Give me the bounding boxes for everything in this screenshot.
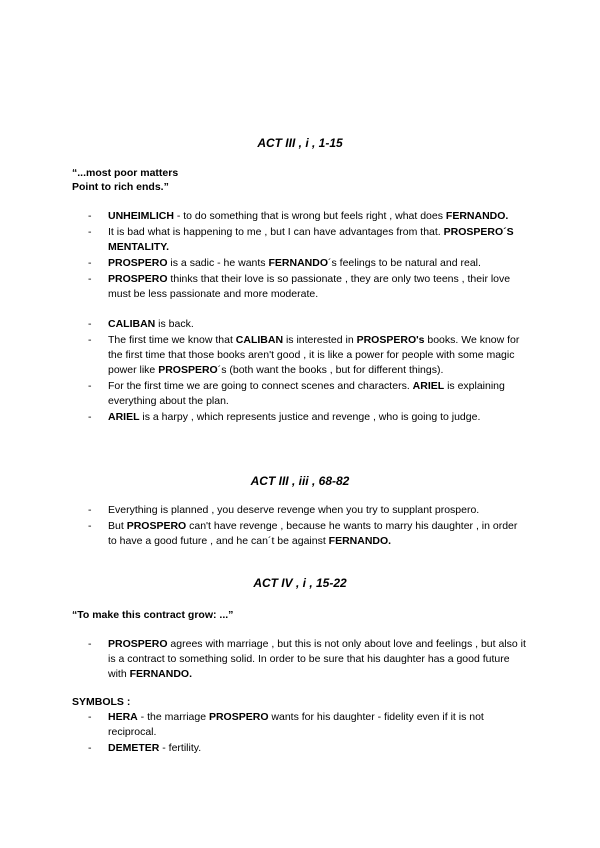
- item-text: is a harpy , which represents justice and revenge , who is going to judge.: [139, 411, 481, 423]
- bullet-dash: -: [88, 210, 92, 222]
- item-text: thinks that their love is so passionate , they are only two teens , their love must be less passionate and more moderate.: [108, 273, 511, 300]
- list-item: [88, 519, 528, 549]
- emphasis-text: HERA: [108, 711, 138, 723]
- bullet-dash: -: [88, 380, 92, 392]
- list-item: [88, 741, 528, 756]
- emphasis-text: PROSPERO's: [356, 334, 425, 346]
- emphasis-text: FERNANDO.: [328, 535, 392, 547]
- item-text: - to do something that is wrong but feels right , what does: [173, 210, 446, 222]
- list-item: [88, 209, 528, 224]
- bullet-dash: -: [88, 226, 92, 238]
- item-text: Everything is planned , you deserve revenge when you try to supplant prospero.: [108, 504, 480, 516]
- item-text: wants for his daughter - fidelity even if it is not reciprocal.: [108, 711, 484, 738]
- emphasis-text: PROSPERO: [108, 638, 168, 650]
- item-text: The first time we know that: [108, 334, 236, 346]
- heading-act3-scene3: ACT III , iii , 68-82: [250, 474, 350, 488]
- emphasis-text: PROSPERO: [126, 520, 187, 532]
- heading-act4-scene1: ACT IV , i , 15-22: [253, 576, 347, 590]
- item-text: is back.: [155, 318, 194, 330]
- list-item: [88, 225, 528, 255]
- list-item: [88, 503, 528, 518]
- item-text: agrees with marriage , but this is not only about love and feelings , but also it is a contract to something solid. In order to be sure that his daughter has a good future with: [108, 638, 526, 680]
- emphasis-text: FERNANDO.: [129, 668, 193, 680]
- symbols-list: [88, 710, 528, 757]
- emphasis-text: FERNANDO: [268, 257, 328, 269]
- list-item: [88, 379, 528, 409]
- bullet-dash: -: [88, 520, 92, 532]
- list-item: [88, 333, 528, 378]
- emphasis-text: CALIBAN: [235, 334, 284, 346]
- bullet-dash: -: [88, 318, 92, 330]
- quote-contract: [72, 608, 233, 622]
- item-text: is interested in: [283, 334, 357, 346]
- quote-line: “To make this contract grow: ...”: [72, 609, 234, 621]
- heading-act3-scene1: ACT III , i , 1-15: [257, 136, 343, 150]
- list-item: [88, 710, 528, 740]
- emphasis-text: PROSPERO: [208, 711, 269, 723]
- item-text: For the first time we are going to connect scenes and characters.: [108, 380, 413, 392]
- quote-line: Point to rich ends.”: [72, 181, 169, 193]
- item-text: But: [108, 520, 127, 532]
- emphasis-text: PROSPERO´S MENTALITY.: [108, 226, 514, 253]
- emphasis-text: ARIEL: [412, 380, 445, 392]
- bullet-dash: -: [88, 411, 92, 423]
- list-item: [88, 410, 528, 425]
- item-text: ´s (both want the books , but for different things).: [217, 364, 444, 376]
- bullet-dash: -: [88, 334, 92, 346]
- list-item: [88, 317, 528, 332]
- item-text: can't have revenge , because he wants to marry his daughter , in order to have a good future , and he can´t be against: [108, 520, 518, 547]
- item-text: - fertility.: [159, 742, 202, 754]
- bullet-dash: -: [88, 504, 92, 516]
- notes-list-act3-scene3: [88, 503, 528, 550]
- item-text: is explaining everything about the plan.: [108, 380, 505, 407]
- list-item: [88, 272, 528, 302]
- list-item: [88, 637, 528, 682]
- emphasis-text: PROSPERO: [158, 364, 218, 376]
- quote-poor-matters: [72, 166, 178, 194]
- emphasis-text: PROSPERO: [108, 273, 168, 285]
- bullet-dash: -: [88, 742, 92, 754]
- symbols-label: SYMBOLS :: [72, 696, 131, 708]
- emphasis-text: PROSPERO: [108, 257, 168, 269]
- list-item: [88, 256, 528, 271]
- bullet-dash: -: [88, 711, 92, 723]
- notes-list-act3-scene1: [88, 209, 528, 426]
- quote-line: “...most poor matters: [72, 167, 179, 179]
- emphasis-text: CALIBAN: [108, 318, 156, 330]
- item-text: books. We know for the first time that those books aren't good , it is like a power for people with some magic power like: [108, 334, 520, 376]
- emphasis-text: FERNANDO.: [445, 210, 509, 222]
- emphasis-text: UNHEIMLICH: [108, 210, 174, 222]
- emphasis-text: ARIEL: [108, 411, 140, 423]
- notes-list-act4-scene1: [88, 637, 528, 683]
- item-text: - the marriage: [137, 711, 209, 723]
- emphasis-text: DEMETER: [108, 742, 160, 754]
- bullet-dash: -: [88, 257, 92, 269]
- item-text: is a sadic - he wants: [167, 257, 269, 269]
- item-text: ´s feelings to be natural and real.: [327, 257, 481, 269]
- bullet-dash: -: [88, 638, 92, 650]
- bullet-dash: -: [88, 273, 92, 285]
- item-text: It is bad what is happening to me , but I can have advantages from that.: [108, 226, 444, 238]
